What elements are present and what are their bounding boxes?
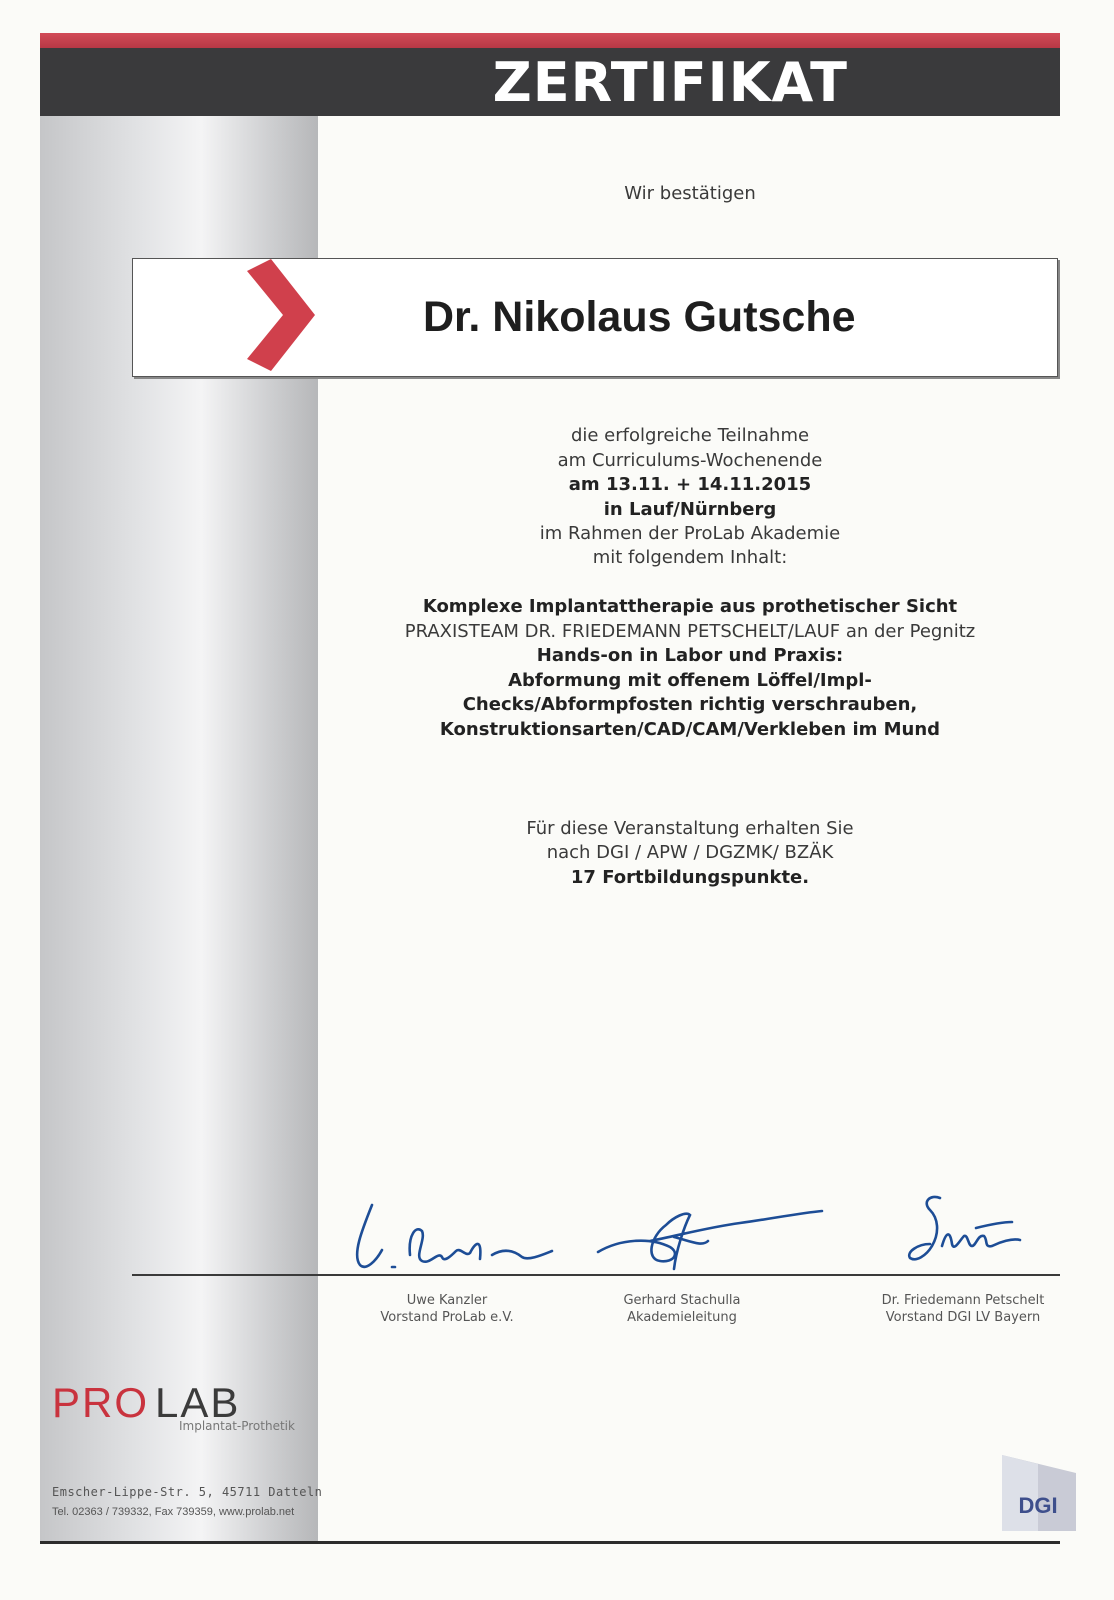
- header-accent-strip: [40, 33, 1060, 48]
- signatory-3-role: Vorstand DGI LV Bayern: [885, 1310, 1041, 1325]
- chevron-icon: [243, 259, 323, 376]
- recipient-name: Dr. Nikolaus Gutsche: [423, 293, 856, 341]
- content-line-4: Abformung mit offenem Löffel/Impl-: [508, 670, 872, 691]
- certificate-title: ZERTIFIKAT: [492, 51, 848, 114]
- participation-dates: am 13.11. + 14.11.2015: [568, 474, 812, 495]
- content-line-6: Konstruktionsarten/CAD/CAM/Verkleben im Mund: [439, 719, 941, 740]
- logo-lab: LAB: [155, 1379, 241, 1426]
- points-line-2: nach DGI / APW / DGZMK/ BZÄK: [546, 842, 834, 863]
- participation-line-2: am Curriculums-Wochenende: [557, 450, 823, 471]
- bottom-rule: [40, 1541, 1060, 1544]
- signatory-1-name: Uwe Kanzler: [406, 1293, 488, 1308]
- dgi-logo: [1002, 1455, 1076, 1531]
- logo-pro: PRO: [52, 1379, 150, 1426]
- signature-kanzler: [352, 1195, 592, 1285]
- dgi-logo-text: DGI: [1018, 1493, 1058, 1518]
- signatory-3-name: Dr. Friedemann Petschelt: [881, 1293, 1045, 1308]
- points-line-3: 17 Fortbildungspunkte.: [570, 867, 810, 888]
- content-topic: Komplexe Implantattherapie aus prothetischer Sicht: [422, 596, 958, 617]
- header-bar: [40, 48, 1060, 116]
- signatory-1: [337, 1292, 557, 1326]
- participation-location: in Lauf/Nürnberg: [603, 499, 777, 520]
- signature-stachulla: [590, 1197, 830, 1282]
- footer-address: Emscher-Lippe-Str. 5, 45711 Datteln: [52, 1485, 323, 1499]
- participation-line-5: im Rahmen der ProLab Akademie: [539, 523, 841, 544]
- logo-tagline: Implantat-Prothetik: [179, 1419, 295, 1433]
- participation-line-1: die erfolgreiche Teilnahme: [570, 425, 810, 446]
- recipient-box: [132, 258, 1058, 377]
- signatory-2-role: Akademieleitung: [627, 1310, 737, 1325]
- signatory-2: [572, 1292, 792, 1326]
- signatory-2-name: Gerhard Stachulla: [623, 1293, 741, 1308]
- signatory-3: [853, 1292, 1073, 1326]
- intro-text: Wir bestätigen: [624, 183, 756, 204]
- participation-line-6: mit folgendem Inhalt:: [592, 547, 788, 568]
- content-line-5: Checks/Abformpfosten richtig verschrauben,: [462, 694, 918, 715]
- content-line-3: Hands-on in Labor und Praxis:: [536, 645, 844, 666]
- signatory-1-role: Vorstand ProLab e.V.: [380, 1310, 514, 1325]
- points-line-1: Für diese Veranstaltung erhalten Sie: [526, 818, 854, 839]
- signature-line: [132, 1274, 1060, 1276]
- content-team: PRAXISTEAM DR. FRIEDEMANN PETSCHELT/LAUF an der Pegnitz: [404, 621, 976, 642]
- signature-petschelt: [880, 1188, 1030, 1283]
- footer-contact: Tel. 02363 / 739332, Fax 739359, www.prolab.net: [52, 1506, 295, 1518]
